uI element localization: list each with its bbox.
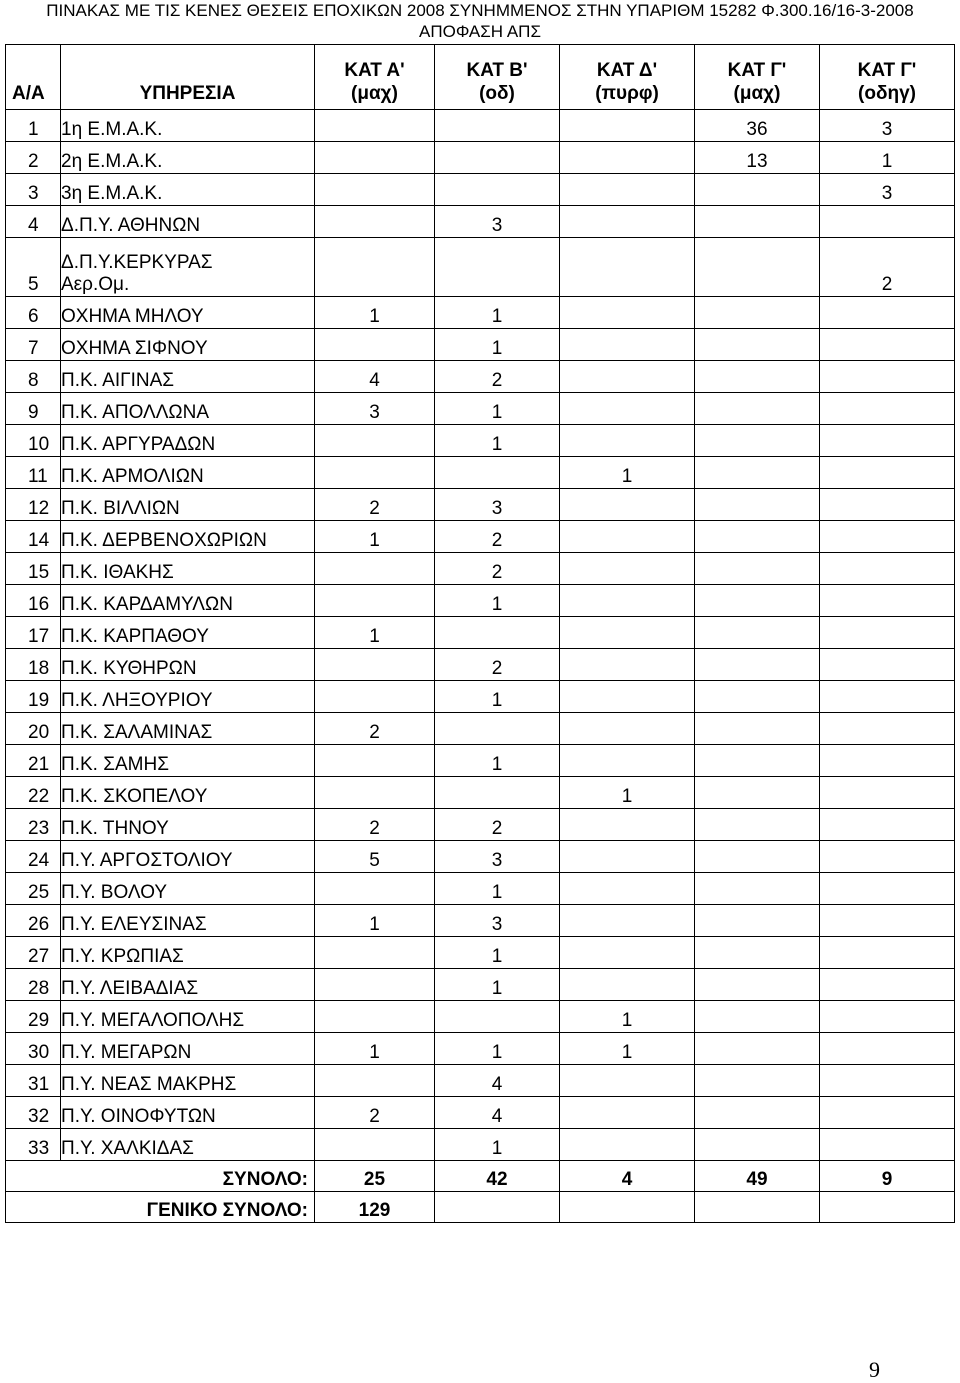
header-service: ΥΠΗΡΕΣΙΑ	[61, 45, 315, 110]
cell-service: Π.Υ. ΧΑΛΚΙΔΑΣ	[61, 1129, 315, 1161]
cell-kat-b: 2	[435, 553, 560, 585]
cell-kat-g-max	[695, 777, 820, 809]
cell-service: Π.Υ. ΛΕΙΒΑΔΙΑΣ	[61, 969, 315, 1001]
cell-kat-g-odig	[820, 425, 955, 457]
cell-kat-a	[315, 681, 435, 713]
cell-aa: 17	[6, 617, 61, 649]
cell-kat-g-odig	[820, 585, 955, 617]
cell-service: Π.Κ. ΙΘΑΚΗΣ	[61, 553, 315, 585]
cell-service: Δ.Π.Υ. ΑΘΗΝΩΝ	[61, 206, 315, 238]
cell-kat-g-max	[695, 206, 820, 238]
header-kat-g-odig-line-2: (οδηγ)	[858, 83, 916, 104]
cell-kat-g-max	[695, 841, 820, 873]
cell-service: Π.Κ. ΑΙΓΙΝΑΣ	[61, 361, 315, 393]
header-kat-b-line-2: (οδ)	[479, 83, 515, 104]
cell-kat-a	[315, 425, 435, 457]
cell-kat-b: 3	[435, 206, 560, 238]
table-row	[6, 745, 955, 777]
cell-kat-d	[560, 361, 695, 393]
table-row	[6, 553, 955, 585]
cell-aa: 2	[6, 142, 61, 174]
grand-total-empty-cell	[820, 1192, 955, 1223]
table-header-row	[6, 45, 955, 110]
page-title-line-2: ΑΠΟΦΑΣΗ ΑΠΣ	[419, 22, 541, 41]
cell-kat-b: 3	[435, 841, 560, 873]
cell-kat-d	[560, 873, 695, 905]
cell-kat-a	[315, 745, 435, 777]
table-row	[6, 969, 955, 1001]
total-kat-g-max: 49	[695, 1161, 820, 1192]
cell-kat-a	[315, 873, 435, 905]
cell-kat-d	[560, 969, 695, 1001]
cell-kat-g-max	[695, 969, 820, 1001]
total-kat-d: 4	[560, 1161, 695, 1192]
table-row	[6, 873, 955, 905]
cell-kat-g-odig: 1	[820, 142, 955, 174]
cell-kat-a	[315, 585, 435, 617]
header-kat-d	[560, 45, 695, 110]
cell-kat-b	[435, 457, 560, 489]
cell-kat-d: 1	[560, 1001, 695, 1033]
header-kat-a-line-1: ΚΑΤ Α'	[344, 60, 405, 81]
cell-kat-g-odig	[820, 361, 955, 393]
cell-aa: 12	[6, 489, 61, 521]
cell-aa: 1	[6, 110, 61, 142]
table-row	[6, 361, 955, 393]
cell-kat-a	[315, 1129, 435, 1161]
cell-kat-d	[560, 174, 695, 206]
cell-kat-b	[435, 110, 560, 142]
cell-kat-b: 1	[435, 681, 560, 713]
cell-kat-b: 1	[435, 393, 560, 425]
header-kat-g-max	[695, 45, 820, 110]
cell-kat-a: 2	[315, 1097, 435, 1129]
cell-kat-g-odig	[820, 681, 955, 713]
cell-kat-g-max	[695, 297, 820, 329]
table-row	[6, 1129, 955, 1161]
cell-kat-g-max	[695, 553, 820, 585]
cell-kat-d	[560, 713, 695, 745]
cell-kat-g-max	[695, 585, 820, 617]
cell-kat-d	[560, 521, 695, 553]
cell-kat-g-odig: 3	[820, 174, 955, 206]
cell-kat-a	[315, 649, 435, 681]
cell-kat-d	[560, 937, 695, 969]
cell-kat-g-max	[695, 905, 820, 937]
cell-kat-d	[560, 681, 695, 713]
cell-service: Π.Κ. ΚΑΡΔΑΜΥΛΩΝ	[61, 585, 315, 617]
table-row	[6, 425, 955, 457]
header-aa: Α/Α	[6, 45, 61, 110]
cell-service: Π.Υ. ΚΡΩΠΙΑΣ	[61, 937, 315, 969]
cell-kat-g-max	[695, 238, 820, 297]
cell-kat-a	[315, 174, 435, 206]
cell-kat-b: 2	[435, 361, 560, 393]
cell-aa: 7	[6, 329, 61, 361]
cell-service: 3η Ε.Μ.Α.Κ.	[61, 174, 315, 206]
cell-kat-g-odig	[820, 873, 955, 905]
cell-kat-d	[560, 110, 695, 142]
grand-total-empty-cell	[695, 1192, 820, 1223]
cell-kat-g-max	[695, 1033, 820, 1065]
cell-kat-d	[560, 649, 695, 681]
cell-kat-g-max	[695, 1097, 820, 1129]
cell-kat-g-max	[695, 745, 820, 777]
cell-kat-g-max	[695, 489, 820, 521]
cell-kat-b: 2	[435, 521, 560, 553]
cell-service: Π.Υ. ΝΕΑΣ ΜΑΚΡΗΣ	[61, 1065, 315, 1097]
cell-kat-d	[560, 1129, 695, 1161]
totals-row	[6, 1161, 955, 1192]
cell-kat-g-odig	[820, 393, 955, 425]
cell-service: Π.Κ. ΛΗΞΟΥΡΙΟΥ	[61, 681, 315, 713]
cell-kat-g-odig	[820, 489, 955, 521]
cell-aa: 27	[6, 937, 61, 969]
cell-kat-b: 1	[435, 297, 560, 329]
grand-total-empty-cell	[435, 1192, 560, 1223]
cell-kat-g-max	[695, 937, 820, 969]
cell-kat-b: 1	[435, 1033, 560, 1065]
cell-service: Π.Κ. ΚΥΘΗΡΩΝ	[61, 649, 315, 681]
header-kat-d-line-2: (πυρφ)	[595, 83, 659, 104]
header-kat-g-odig	[820, 45, 955, 110]
cell-kat-d	[560, 425, 695, 457]
table-row	[6, 649, 955, 681]
cell-aa: 3	[6, 174, 61, 206]
cell-kat-a	[315, 142, 435, 174]
cell-service: Π.Κ. ΣΑΛΑΜΙΝΑΣ	[61, 713, 315, 745]
cell-kat-g-odig	[820, 521, 955, 553]
table-row	[6, 617, 955, 649]
cell-kat-g-max	[695, 681, 820, 713]
table-row	[6, 905, 955, 937]
page-title	[0, 0, 960, 42]
totals-label: ΣΥΝΟΛΟ:	[6, 1161, 315, 1192]
cell-kat-d	[560, 617, 695, 649]
cell-kat-a	[315, 777, 435, 809]
cell-kat-b: 1	[435, 937, 560, 969]
cell-kat-b: 4	[435, 1097, 560, 1129]
grand-total-empty-cell	[560, 1192, 695, 1223]
cell-service: Π.Κ. ΤΗΝΟΥ	[61, 809, 315, 841]
cell-service: Π.Υ. ΑΡΓΟΣΤΟΛΙΟΥ	[61, 841, 315, 873]
vacancies-table	[5, 44, 955, 1223]
cell-kat-g-max	[695, 873, 820, 905]
cell-aa: 22	[6, 777, 61, 809]
cell-service-line-1: Δ.Π.Υ.ΚΕΡΚΥΡΑΣ	[61, 252, 213, 273]
cell-aa: 5	[6, 238, 61, 297]
cell-kat-g-max	[695, 174, 820, 206]
cell-kat-g-max	[695, 1001, 820, 1033]
table-row	[6, 1065, 955, 1097]
cell-service: ΟΧΗΜΑ ΜΗΛΟΥ	[61, 297, 315, 329]
table-row	[6, 1097, 955, 1129]
cell-aa: 32	[6, 1097, 61, 1129]
cell-kat-g-odig	[820, 809, 955, 841]
cell-aa: 30	[6, 1033, 61, 1065]
cell-kat-b: 1	[435, 425, 560, 457]
cell-kat-a: 1	[315, 1033, 435, 1065]
cell-kat-b	[435, 713, 560, 745]
cell-service: Π.Κ. ΣΑΜΗΣ	[61, 745, 315, 777]
cell-service: Π.Κ. ΔΕΡΒΕΝΟΧΩΡΙΩΝ	[61, 521, 315, 553]
cell-kat-a: 1	[315, 297, 435, 329]
header-kat-g-max-line-1: ΚΑΤ Γ'	[727, 60, 787, 81]
cell-kat-d: 1	[560, 1033, 695, 1065]
cell-aa: 8	[6, 361, 61, 393]
cell-kat-g-max	[695, 361, 820, 393]
cell-kat-g-odig	[820, 553, 955, 585]
cell-service: Π.Κ. ΣΚΟΠΕΛΟΥ	[61, 777, 315, 809]
table-row	[6, 457, 955, 489]
cell-kat-b: 1	[435, 969, 560, 1001]
cell-kat-d	[560, 809, 695, 841]
cell-kat-a: 1	[315, 905, 435, 937]
cell-kat-a: 2	[315, 809, 435, 841]
cell-kat-b	[435, 1001, 560, 1033]
cell-kat-b: 1	[435, 1129, 560, 1161]
table-row	[6, 206, 955, 238]
cell-kat-a: 1	[315, 617, 435, 649]
cell-kat-g-max	[695, 457, 820, 489]
cell-kat-g-max: 13	[695, 142, 820, 174]
header-kat-a	[315, 45, 435, 110]
cell-service: Π.Κ. ΑΡΜΟΛΙΩΝ	[61, 457, 315, 489]
cell-kat-d: 1	[560, 457, 695, 489]
cell-service: Π.Κ. ΑΠΟΛΛΩΝΑ	[61, 393, 315, 425]
cell-service: Π.Υ. ΕΛΕΥΣΙΝΑΣ	[61, 905, 315, 937]
cell-service: ΟΧΗΜΑ ΣΙΦΝΟΥ	[61, 329, 315, 361]
cell-kat-g-odig	[820, 649, 955, 681]
cell-kat-a	[315, 329, 435, 361]
cell-service: Π.Κ. ΑΡΓΥΡΑΔΩΝ	[61, 425, 315, 457]
cell-kat-g-max	[695, 521, 820, 553]
cell-kat-a: 5	[315, 841, 435, 873]
cell-kat-g-odig	[820, 777, 955, 809]
cell-kat-g-odig	[820, 1033, 955, 1065]
table-row	[6, 489, 955, 521]
cell-aa: 6	[6, 297, 61, 329]
cell-kat-b: 2	[435, 649, 560, 681]
cell-kat-d	[560, 329, 695, 361]
cell-kat-b	[435, 238, 560, 297]
cell-aa: 31	[6, 1065, 61, 1097]
table-row	[6, 681, 955, 713]
cell-kat-d	[560, 905, 695, 937]
cell-aa: 25	[6, 873, 61, 905]
table-row	[6, 110, 955, 142]
cell-kat-g-odig	[820, 745, 955, 777]
cell-kat-g-max	[695, 713, 820, 745]
cell-kat-g-odig	[820, 1129, 955, 1161]
cell-kat-g-odig	[820, 617, 955, 649]
table-row	[6, 238, 955, 297]
cell-kat-a: 2	[315, 713, 435, 745]
cell-aa: 11	[6, 457, 61, 489]
cell-kat-a	[315, 110, 435, 142]
cell-kat-g-odig	[820, 1001, 955, 1033]
cell-aa: 29	[6, 1001, 61, 1033]
cell-kat-b: 2	[435, 809, 560, 841]
cell-kat-g-odig	[820, 206, 955, 238]
cell-aa: 23	[6, 809, 61, 841]
cell-aa: 14	[6, 521, 61, 553]
table-row	[6, 297, 955, 329]
cell-kat-d	[560, 297, 695, 329]
cell-kat-g-max	[695, 809, 820, 841]
table-row	[6, 777, 955, 809]
cell-kat-g-odig	[820, 905, 955, 937]
cell-kat-g-max	[695, 649, 820, 681]
table-row	[6, 841, 955, 873]
cell-kat-a	[315, 238, 435, 297]
cell-kat-a: 4	[315, 361, 435, 393]
cell-kat-b: 1	[435, 745, 560, 777]
cell-kat-a: 3	[315, 393, 435, 425]
cell-aa: 26	[6, 905, 61, 937]
cell-kat-g-max	[695, 1065, 820, 1097]
cell-kat-g-odig	[820, 969, 955, 1001]
cell-service: Π.Υ. ΟΙΝΟΦΥΤΩΝ	[61, 1097, 315, 1129]
cell-service-line-2: Αερ.Ομ.	[61, 274, 130, 295]
cell-kat-g-odig	[820, 841, 955, 873]
cell-kat-b: 3	[435, 905, 560, 937]
header-kat-g-odig-line-1: ΚΑΤ Γ'	[857, 60, 917, 81]
cell-kat-g-max	[695, 393, 820, 425]
cell-aa: 9	[6, 393, 61, 425]
table-row	[6, 1033, 955, 1065]
table-row	[6, 585, 955, 617]
cell-kat-b: 1	[435, 329, 560, 361]
cell-kat-a: 1	[315, 521, 435, 553]
cell-aa: 16	[6, 585, 61, 617]
cell-kat-g-odig	[820, 937, 955, 969]
cell-kat-d: 1	[560, 777, 695, 809]
cell-kat-g-odig	[820, 329, 955, 361]
table-row	[6, 1001, 955, 1033]
cell-kat-d	[560, 1097, 695, 1129]
cell-kat-d	[560, 489, 695, 521]
cell-kat-b: 1	[435, 873, 560, 905]
cell-kat-d	[560, 142, 695, 174]
cell-kat-a	[315, 457, 435, 489]
page-title-line-1: ΠΙΝΑΚΑΣ ΜΕ ΤΙΣ ΚΕΝΕΣ ΘΕΣΕΙΣ ΕΠΟΧΙΚΩΝ 2008 ΣΥΝΗΜΜΕΝΟΣ ΣΤΗΝ ΥΠΑΡΙΘΜ 15282 Φ.300.16/16-3-2008	[46, 1, 914, 20]
cell-kat-g-max	[695, 425, 820, 457]
cell-aa: 19	[6, 681, 61, 713]
cell-kat-a	[315, 553, 435, 585]
header-kat-b-line-1: ΚΑΤ Β'	[466, 60, 528, 81]
cell-service: Π.Υ. ΜΕΓΑΛΟΠΟΛΗΣ	[61, 1001, 315, 1033]
grand-total-value: 129	[315, 1192, 435, 1223]
cell-kat-b	[435, 142, 560, 174]
cell-kat-g-odig: 3	[820, 110, 955, 142]
header-kat-d-line-1: ΚΑΤ Δ'	[596, 60, 658, 81]
cell-kat-b	[435, 777, 560, 809]
total-kat-a: 25	[315, 1161, 435, 1192]
cell-kat-a	[315, 206, 435, 238]
cell-service: 1η Ε.Μ.Α.Κ.	[61, 110, 315, 142]
cell-aa: 10	[6, 425, 61, 457]
cell-kat-a	[315, 1065, 435, 1097]
cell-kat-d	[560, 585, 695, 617]
grand-total-row	[6, 1192, 955, 1223]
cell-kat-d	[560, 1065, 695, 1097]
cell-kat-g-odig	[820, 1065, 955, 1097]
cell-aa: 4	[6, 206, 61, 238]
cell-kat-d	[560, 745, 695, 777]
total-kat-b: 42	[435, 1161, 560, 1192]
table-row	[6, 393, 955, 425]
cell-service: Π.Κ. ΚΑΡΠΑΘΟΥ	[61, 617, 315, 649]
cell-kat-g-odig	[820, 457, 955, 489]
cell-kat-b	[435, 617, 560, 649]
cell-service: Π.Κ. ΒΙΛΛΙΩΝ	[61, 489, 315, 521]
header-kat-g-max-line-2: (μαχ)	[733, 83, 781, 104]
cell-aa: 28	[6, 969, 61, 1001]
cell-kat-a: 2	[315, 489, 435, 521]
cell-kat-b	[435, 174, 560, 206]
cell-aa: 15	[6, 553, 61, 585]
cell-aa: 33	[6, 1129, 61, 1161]
total-kat-g-odig: 9	[820, 1161, 955, 1192]
cell-service	[61, 238, 315, 297]
cell-kat-d	[560, 238, 695, 297]
grand-total-label: ΓΕΝΙΚΟ ΣΥΝΟΛΟ:	[6, 1192, 315, 1223]
cell-kat-g-odig	[820, 1097, 955, 1129]
table-row	[6, 809, 955, 841]
cell-kat-g-odig	[820, 297, 955, 329]
cell-kat-g-max: 36	[695, 110, 820, 142]
table-row	[6, 142, 955, 174]
cell-kat-d	[560, 393, 695, 425]
cell-kat-g-odig	[820, 713, 955, 745]
cell-kat-a	[315, 937, 435, 969]
table-row	[6, 521, 955, 553]
cell-kat-a	[315, 1001, 435, 1033]
cell-kat-g-max	[695, 617, 820, 649]
cell-service: 2η Ε.Μ.Α.Κ.	[61, 142, 315, 174]
cell-aa: 24	[6, 841, 61, 873]
cell-aa: 18	[6, 649, 61, 681]
cell-kat-b: 1	[435, 585, 560, 617]
table-row	[6, 174, 955, 206]
cell-kat-b: 4	[435, 1065, 560, 1097]
cell-aa: 21	[6, 745, 61, 777]
table-row	[6, 329, 955, 361]
cell-kat-g-max	[695, 329, 820, 361]
cell-aa: 20	[6, 713, 61, 745]
cell-kat-d	[560, 206, 695, 238]
table-row	[6, 713, 955, 745]
cell-kat-d	[560, 553, 695, 585]
header-kat-a-line-2: (μαχ)	[351, 83, 398, 104]
cell-kat-a	[315, 969, 435, 1001]
cell-service: Π.Υ. ΒΟΛΟΥ	[61, 873, 315, 905]
cell-kat-g-odig: 2	[820, 238, 955, 297]
cell-kat-d	[560, 841, 695, 873]
cell-kat-b: 3	[435, 489, 560, 521]
cell-service: Π.Υ. ΜΕΓΑΡΩΝ	[61, 1033, 315, 1065]
cell-kat-g-max	[695, 1129, 820, 1161]
table-row	[6, 937, 955, 969]
header-kat-b	[435, 45, 560, 110]
page-number: 9	[869, 1357, 880, 1382]
